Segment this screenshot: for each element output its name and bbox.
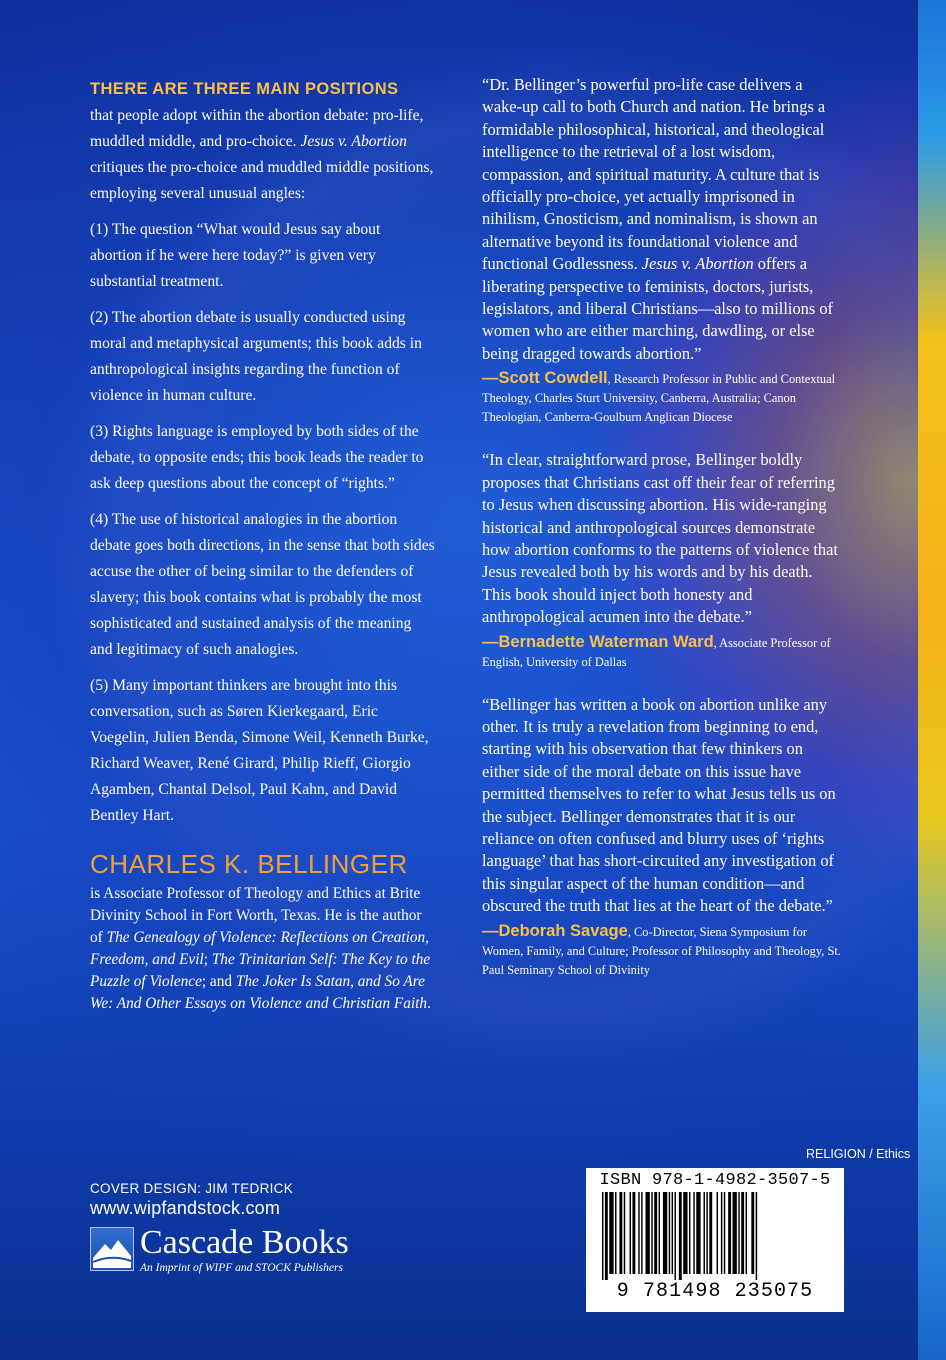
- barcode-bar: [619, 1192, 622, 1274]
- publisher-imprint: An Imprint of WIPF and STOCK Publishers: [140, 1262, 343, 1274]
- barcode-bar: [721, 1192, 722, 1274]
- barcode-bars: [602, 1192, 830, 1280]
- barcode-bar: [724, 1192, 725, 1274]
- publisher-website: www.wipfandstock.com: [90, 1198, 281, 1218]
- barcode-bar: [709, 1192, 712, 1274]
- barcode-bar: [651, 1192, 652, 1274]
- barcode-bar: [605, 1192, 608, 1280]
- point-4: (4) The use of historical analogies in the abortion debate goes both directions, in the sense that both sides accuse the other of being similar to the defenders of slavery; this book contains what is probably the most sophisticated and sustained analysis of the meaning and legitimacy of such analogies.: [90, 511, 435, 658]
- isbn-label: ISBN 978-1-4982-3507-5: [599, 1171, 831, 1190]
- barcode-bar: [609, 1192, 613, 1274]
- endorsement-ward: [482, 449, 842, 671]
- author-name: CHARLES K. BELLINGER: [90, 849, 408, 879]
- endorser-name: —Bernadette Waterman Ward: [482, 632, 714, 651]
- bio-book-3: The Joker Is Satan, and So Are We: And Other Essays on Violence and Christian Faith: [90, 973, 428, 1012]
- barcode-bar: [738, 1192, 739, 1274]
- barcode-bar: [659, 1192, 660, 1274]
- barcode-bar: [717, 1192, 718, 1274]
- quote-book-title: Jesus v. Abortion: [641, 254, 754, 274]
- barcode-number: 9 781498 235075: [616, 1280, 814, 1303]
- barcode-bar: [741, 1192, 744, 1274]
- book-title-italic: Jesus v. Abortion: [300, 133, 407, 150]
- point-1: (1) The question “What would Jesus say about abortion if he were here today?” is given very substantial treatment.: [90, 221, 381, 290]
- barcode-bar: [641, 1192, 642, 1274]
- endorser-affiliation: , Research Professor in Public and Contextual Theology, Charles Sturt University, Canberra, Australia; Canon Theologian, Canberra-Goulburn Anglican Diocese: [482, 372, 836, 425]
- credits: [90, 1181, 420, 1275]
- endorsement-quote: [482, 74, 842, 365]
- endorser-name: —Scott Cowdell: [482, 369, 608, 388]
- intro-text-b: critiques the pro-choice and muddled middle positions, employing several unusual angles:: [90, 159, 434, 202]
- endorsement-quote: “Bellinger has written a book on abortion unlike any other. It is truly a revelation from beginning to end, starting with his observation that few thinkers on either side of the moral debate on this issue have permitted themselves to refer to what Jesus tells us on the subject. Bellinger demonstrates that it is our reliance on often confused and blurry uses of ‘rights language’ that has short-circuited any investigation of this singular aspect of the human condition—and obscured the truth that lies at the heart of the debate.”: [482, 694, 836, 916]
- barcode-bar: [746, 1192, 747, 1274]
- point-2: (2) The abortion debate is usually conducted using moral and metaphysical arguments; this book adds in anthropological insights regarding the function of violence in human culture.: [90, 309, 422, 404]
- author-bio: [90, 883, 435, 1015]
- barcode-bar: [638, 1192, 639, 1274]
- bio-text-2: ;: [203, 951, 212, 968]
- cover-design-credit: COVER DESIGN: JIM TEDRICK: [90, 1181, 294, 1196]
- endorsement-attribution: [482, 922, 842, 980]
- barcode-bar: [693, 1192, 694, 1274]
- endorsement-attribution: [482, 369, 842, 427]
- barcode-bar: [669, 1192, 670, 1274]
- endorser-affiliation: , Co-Director, Siena Symposium for Women, Family, and Culture; Professor of Philosophy and Theology, St. Paul Seminary School of Divinity: [482, 924, 841, 977]
- barcode-bar: [624, 1192, 625, 1274]
- barcode-bar: [756, 1192, 757, 1280]
- barcode-bar: [675, 1192, 676, 1280]
- endorser-name: —Deborah Savage: [482, 921, 628, 940]
- publisher-logo: [90, 1225, 420, 1275]
- barcode-bar: [602, 1192, 603, 1280]
- barcode-bar: [679, 1192, 682, 1280]
- barcode-bar: [683, 1192, 687, 1274]
- barcode-bar: [632, 1192, 635, 1274]
- bio-text-1: is Associate Professor of Theology and Ethics at Brite Divinity School in Fort Worth, Texas. He is the author of: [90, 885, 422, 946]
- intro-text-a: that people adopt within the abortion debate: pro-life, muddled middle, and pro-choice.: [90, 107, 424, 150]
- lead-heading: THERE ARE THREE MAIN POSITIONS: [90, 80, 399, 98]
- barcode-bar: [751, 1192, 754, 1274]
- barcode-bar: [615, 1192, 616, 1274]
- endorser-affiliation: , Associate Professor of English, University of Dallas: [482, 635, 831, 669]
- left-column: [90, 76, 435, 1015]
- point-3: (3) Rights language is employed by both sides of the debate, to opposite ends; this book leads the reader to ask deep questions about the concept of “rights.”: [90, 423, 424, 492]
- bio-book-1: The Genealogy of Violence: Reflections on Creation, Freedom, and Evil: [90, 929, 429, 968]
- barcode-bar: [646, 1192, 650, 1274]
- endorsement-quote: “In clear, straightforward prose, Bellinger boldly proposes that Christians cast off their fear of referring to Jesus when discussing abortion. His wide-ranging historical and anthropological sources demonstrate how abortion conforms to the patterns of violence that Jesus revealed both by his words and by his death. This book should inject both honesty and anthropological acumen into the debate.”: [482, 450, 838, 627]
- right-column: [482, 74, 842, 1002]
- mountain-logo-icon: [90, 1227, 134, 1271]
- endorsement-savage: [482, 694, 842, 980]
- bio-text-4: .: [427, 995, 431, 1012]
- barcode-bar: [696, 1192, 700, 1274]
- barcode-bar: [630, 1192, 631, 1274]
- endorsement-cowdell: [482, 74, 842, 427]
- bio-book-2: The Trinitarian Self: The Key to the Puzzle of Violence: [90, 951, 431, 990]
- quote-text-b: offers a liberating perspective to feminists, doctors, jurists, legislators, and liberal Christians—also to millions of women who are either marching, dawdling, or else being dragged towards abortion.”: [482, 254, 833, 363]
- bio-text-3: ; and: [201, 973, 236, 990]
- endorsement-attribution: [482, 633, 842, 672]
- isbn-barcode: [586, 1168, 844, 1312]
- barcode-bar: [706, 1192, 707, 1274]
- barcode-bar: [663, 1192, 667, 1274]
- publisher-name: Cascade Books: [140, 1224, 349, 1261]
- barcode-bar: [672, 1192, 673, 1274]
- intro-paragraph: [90, 76, 435, 207]
- barcode-bar: [704, 1192, 705, 1274]
- barcode-bar: [728, 1192, 731, 1274]
- point-5: (5) Many important thinkers are brought into this conversation, such as Søren Kierkegaard, Eric Voegelin, Julien Benda, Simone Weil, Kenneth Burke, Richard Weaver, René Girard, Philip Rieff, Giorgio Agamben, Chantal Delsol, Paul Kahn, and David Bentley Hart.: [90, 677, 429, 824]
- decorative-edge-strip: [918, 0, 946, 1360]
- subject-category: RELIGION / Ethics: [806, 1147, 911, 1161]
- barcode-bar: [733, 1192, 737, 1274]
- barcode-bar: [689, 1192, 690, 1274]
- quote-text-a: “Dr. Bellinger’s powerful pro-life case delivers a wake-up call to both Church and nation. He brings a formidable philosophical, historical, and theological intelligence to the retrieval of a lost wisdom, compassion, and spiritual maturity. A culture that is officially pro-choice, yet actually imprisoned in nihilism, Gnosticism, and nominalism, is shown an alternative beyond its foundational violence and functional Godlessness.: [482, 75, 826, 274]
- barcode-bar: [654, 1192, 657, 1274]
